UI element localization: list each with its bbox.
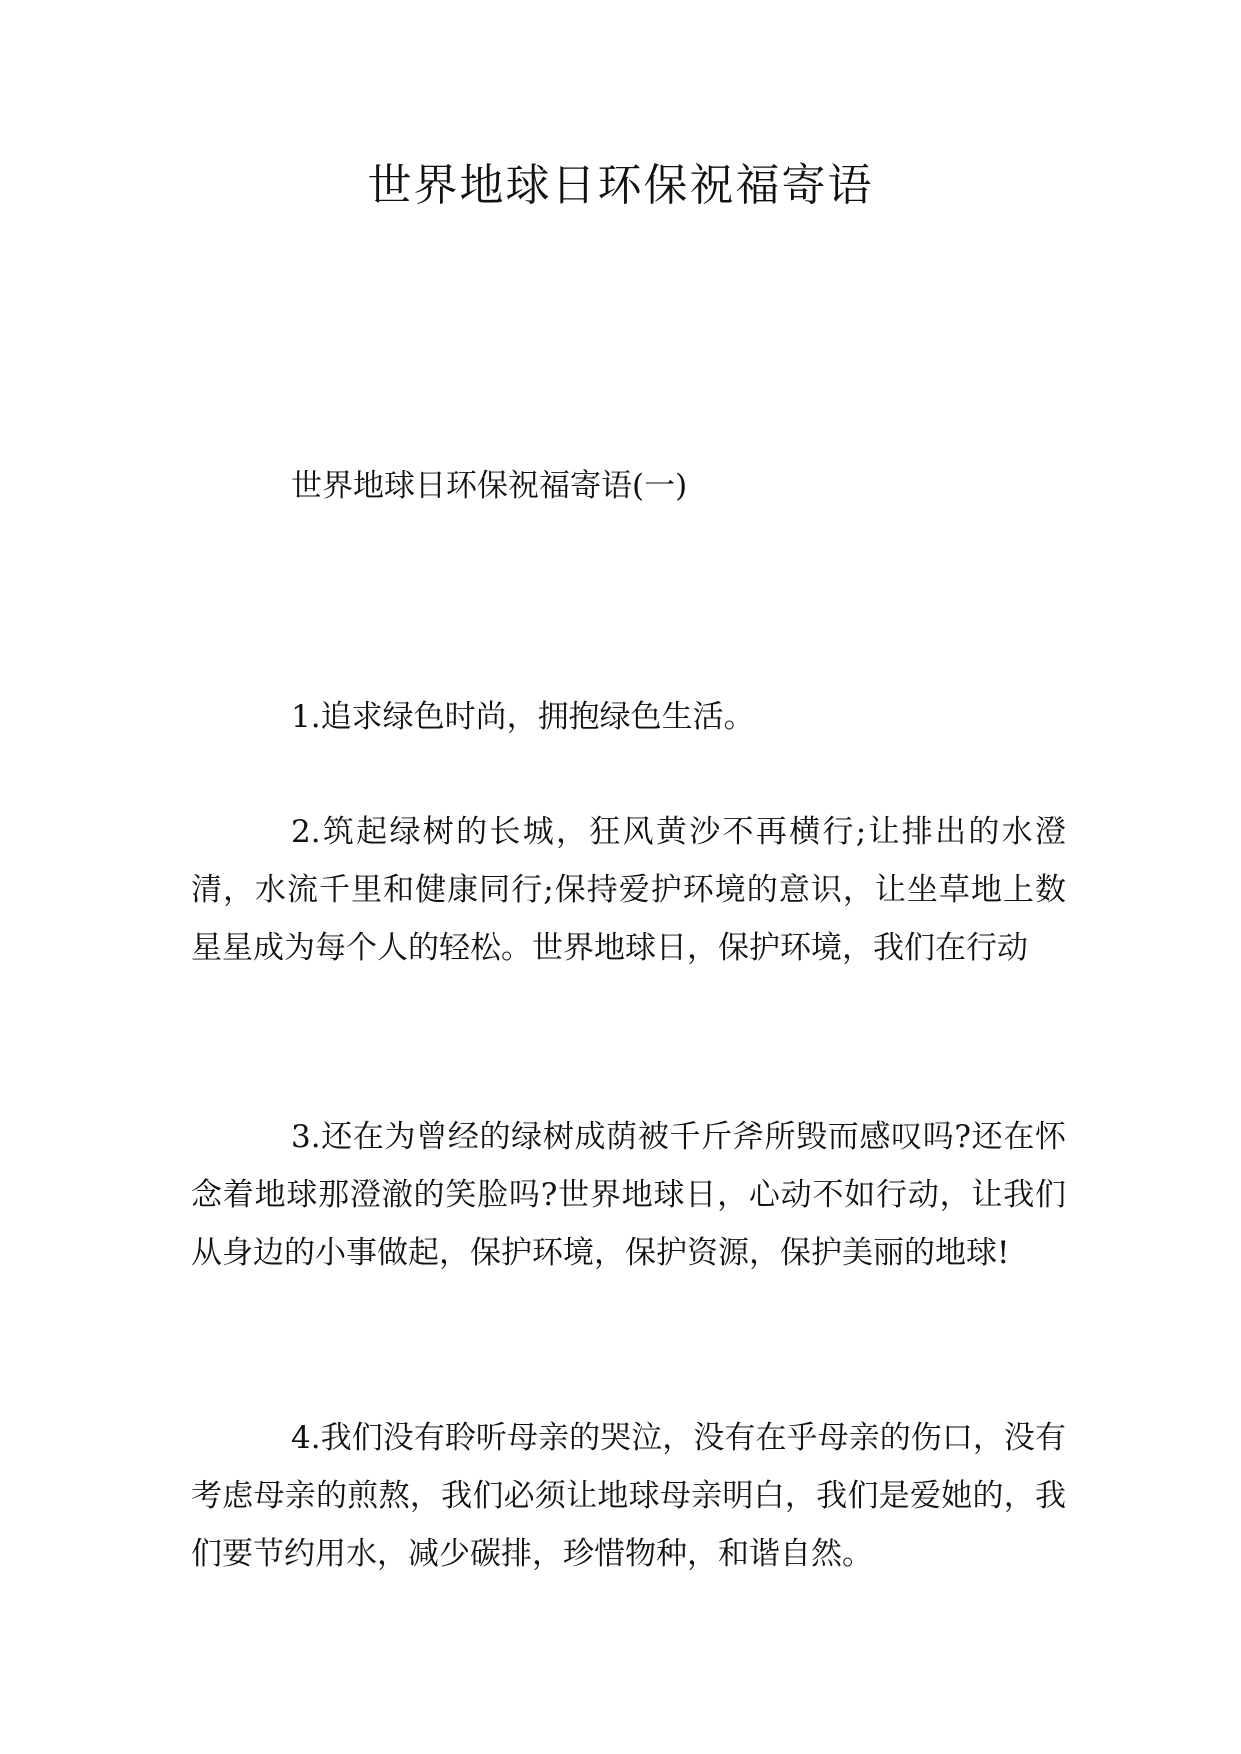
paragraph-4: 4.我们没有聆听母亲的哭泣，没有在乎母亲的伤口，没有考虑母亲的煎熬，我们必须让地球母亲明白，我们是爱她的，我们要节约用水，减少碳排，珍惜物种，和谐自然。 bbox=[191, 1420, 1066, 1572]
paragraph-1: 1.追求绿色时尚，拥抱绿色生活。 bbox=[291, 699, 755, 735]
paragraph-3: 3.还在为曾经的绿树成荫被千斤斧所毁而感叹吗?还在怀念着地球那澄澈的笑脸吗?世界地球日，心动不如行动，让我们从身边的小事做起，保护环境，保护资源，保护美丽的地球! bbox=[191, 1119, 1066, 1271]
document-title: 世界地球日环保祝福寄语 bbox=[367, 160, 874, 211]
paragraph-2: 2.筑起绿树的长城，狂风黄沙不再横行;让排出的水澄清，水流千里和健康同行;保持爱护环境的意识，让坐草地上数星星成为每个人的轻松。世界地球日，保护环境，我们在行动 bbox=[191, 814, 1066, 966]
section-heading: 世界地球日环保祝福寄语(一) bbox=[291, 468, 688, 504]
